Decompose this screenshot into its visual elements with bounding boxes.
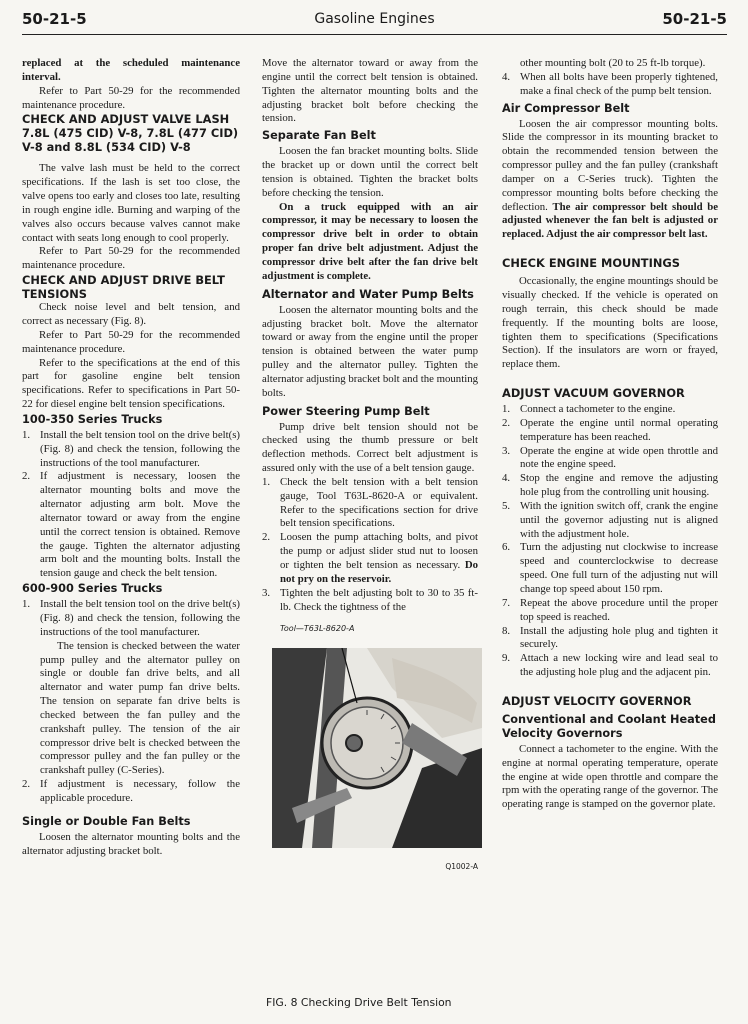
heading-vacuum-governor: ADJUST VACUUM GOVERNOR [502,386,685,401]
paragraph: Refer to the specifications at the end of this part for gasoline engine belt tension specifications. Refer to specifications in Part 50-22 for diesel engine belt tension specifications. [22,356,240,411]
column-1 [22,57,240,859]
paragraph: Occasionally, the engine mountings should be visually checked. If the vehicle is operated on rough terrain, this check should be made frequently. If the mounting bolts are loose, tighten them to specifications (Specifications Section). If the insulators are worn or frayed, replace them. [502,275,718,371]
paragraph: replaced at the scheduled maintenance interval. [22,57,240,83]
list-item: 9. Attach a new locking wire and lead seal to the adjusting hole plug and the adjacent pin. [502,652,718,679]
paragraph: Connect a tachometer to the engine. With the engine at normal operating temperature, operate the engine at wide open throttle and compare the rpm with the operating range of the governor. The operating range is stamped on the governor plate. [502,742,718,811]
list-600-900 [22,598,240,640]
figure-id: Q1002-A [445,862,478,872]
figure-8 [262,622,478,884]
paragraph: The valve lash must be held to the correct specifications. If the lash is set too close, the valve opens too early and closes too late, resulting in rough engine idle. Burning and warping of the valves also occurs because valves cannot make contact with seats long enough to cool properly. [22,162,240,244]
list-vacuum-governor [502,403,718,680]
list-item: 2. If adjustment is necessary, loosen the alternator mounting bolts and move the alternator adjusting arm bolt. Move the alternator toward or away from the engine until the correct tension is obtained. Remove the gauge. Tighten the alternator adjusting arm bolt and the mounting bolts. Install the tension gauge and check the belt tension. [22,470,240,580]
list-item: 1. Install the belt tension tool on the drive belt(s) (Fig. 8) and check the tension, following the instructions of the tool manufacturer. [22,598,240,638]
page-number-right: 50-21-5 [662,10,727,28]
heading-engine-mountings: CHECK ENGINE MOUNTINGS [502,256,680,271]
belt-tension-gauge-photo [272,648,482,848]
page-header [22,8,727,35]
heading-air-compressor-belt: Air Compressor Belt [502,101,630,115]
heading-power-steering: Power Steering Pump Belt [262,404,430,418]
list-item: 4. When all bolts have been properly tightened, make a final check of the pump belt tension. [502,70,718,97]
list-item: 2. If adjustment is necessary, follow the applicable procedure. [22,778,240,804]
list-item: 8. Install the adjusting hole plug and tighten it securely. [502,624,718,651]
heading-alternator-water-pump: Alternator and Water Pump Belts [262,287,474,301]
paragraph: Loosen the alternator mounting bolts and the adjusting bracket bolt. Move the alternator toward or away from the engine until the proper tension is obtained between the water pump pulley and the alternator pulley. Tighten the alternator adjusting bracket bolt and the mounting bolts. [262,303,478,399]
heading-100-350: 100-350 Series Trucks [22,412,163,426]
list-item: 3. Tighten the belt adjusting bolt to 30 to 35 ft-lb. Check the tightness of the [262,586,478,613]
list-item: 5. With the ignition switch off, crank the engine until the governor adjusting nut is aligned with the adjustment hole. [502,499,718,540]
paragraph: Move the alternator toward or away from the engine until the correct belt tension is obtained. Tighten the alternator mounting bolts and the adjusting bracket bolt before checking the tension. [262,57,478,125]
heading-separate-fan-belt: Separate Fan Belt [262,129,376,143]
list-600-900-continued [22,778,240,806]
list-item: 1. Install the belt tension tool on the drive belt(s) (Fig. 8) and check the tension, following the instructions of the tool manufacturer. [22,428,240,469]
list-100-350 [22,429,240,581]
heading-fan-belts: Single or Double Fan Belts [22,814,191,828]
list-item: 1. Connect a tachometer to the engine. [502,403,676,416]
list-item: 6. Turn the adjusting nut clockwise to increase speed and counterclockwise to decrease speed. One full turn of the adjusting nut will change top speed about 150 rpm. [502,541,718,595]
paragraph: Loosen the alternator mounting bolts and the alternator adjusting bracket bolt. [22,830,240,857]
paragraph: Loosen the air compressor mounting bolts. Slide the compressor in its mounting bracket to obtain the recommended tension between the compressor pulley and the fan pulley (crankshaft damper on a C-Series truck). Tighten the compressor mounting bolts before checking the deflection. The air compressor belt should be adjusted whenever the fan belt is adjusted or replaced. Adjust the air compressor belt last. [502,117,718,241]
figure-tool-label: Tool—T63L-8620-A [280,624,355,634]
figure-caption: FIG. 8 Checking Drive Belt Tension [266,996,452,1009]
paragraph: Refer to Part 50-29 for the recommended maintenance procedure. [22,245,240,272]
section-title: Gasoline Engines [314,11,435,27]
list-power-steering [262,476,478,614]
heading-600-900: 600-900 Series Trucks [22,582,163,596]
heading-conventional-coolant: Conventional and Coolant Heated Velocity Governors [502,712,716,740]
paragraph: Refer to Part 50-29 for the recommended maintenance procedure. [22,328,240,355]
list-item: 7. Repeat the above procedure until the proper top speed is reached. [502,596,718,623]
column-2 [262,57,478,884]
paragraph: Pump drive belt tension should not be checked using the thumb pressure or belt deflection methods. Correct belt adjustment is assured only with the use of a belt tension gauge. [262,420,478,475]
list-item: 2. Loosen the pump attaching bolts, and pivot the pump or adjust slider stud nut to loosen or tighten the belt tension as necessary. Do not pry on the reservoir. [262,531,479,585]
paragraph: On a truck equipped with an air compressor, it may be necessary to loosen the compressor drive belt in order to obtain proper fan drive belt adjustment. Adjust the compressor drive belt after the fan drive belt adjustment is complete. [262,200,478,282]
paragraph: Refer to Part 50-29 for the recommended maintenance procedure. [22,84,240,111]
list-item: 3. Operate the engine at wide open throttle and note the engine speed. [502,444,718,471]
list-item: other mounting bolt (20 to 25 ft-lb torque). [520,57,706,69]
list-item: 2. Operate the engine until normal operating temperature has been reached. [502,416,718,443]
list-continued [502,57,718,99]
list-item: 4. Stop the engine and remove the adjusting hole plug from the controlling unit housing. [502,472,718,499]
paragraph: Loosen the fan bracket mounting bolts. Slide the bracket up or down until the correct belt tension is obtained. Tighten the bracket bolts before checking the tension. [262,145,478,199]
heading-drive-belt: CHECK AND ADJUST DRIVE BELT TENSIONS [22,273,225,302]
column-3 [502,57,718,812]
list-item: 1. Check the belt tension with a belt tension gauge, Tool T63L-8620-A or equivalent. Refer to the specifications section for drive belt tension specifications. [262,475,478,530]
paragraph: Check noise level and belt tension, and correct as necessary (Fig. 8). [22,301,240,327]
page-number-left: 50-21-5 [22,10,87,28]
paragraph: The tension is checked between the water pump pulley and the alternator pulley on single or double fan drive belts, and all alternator and water pump fan drive belts. The tension on separate fan drive belts is checked between the fan pulley and the crankshaft pulley. The tension of the air compressor drive belt is checked between the compressor pulley and the fan pulley or the crankshaft pulley (C-Series). [40,639,240,777]
heading-velocity-governor: ADJUST VELOCITY GOVERNOR [502,693,692,708]
heading-valve-lash: CHECK AND ADJUST VALVE LASH 7.8L (475 CID) V-8, 7.8L (477 CID) V-8 and 8.8L (534 CID) V-8 [22,112,239,155]
